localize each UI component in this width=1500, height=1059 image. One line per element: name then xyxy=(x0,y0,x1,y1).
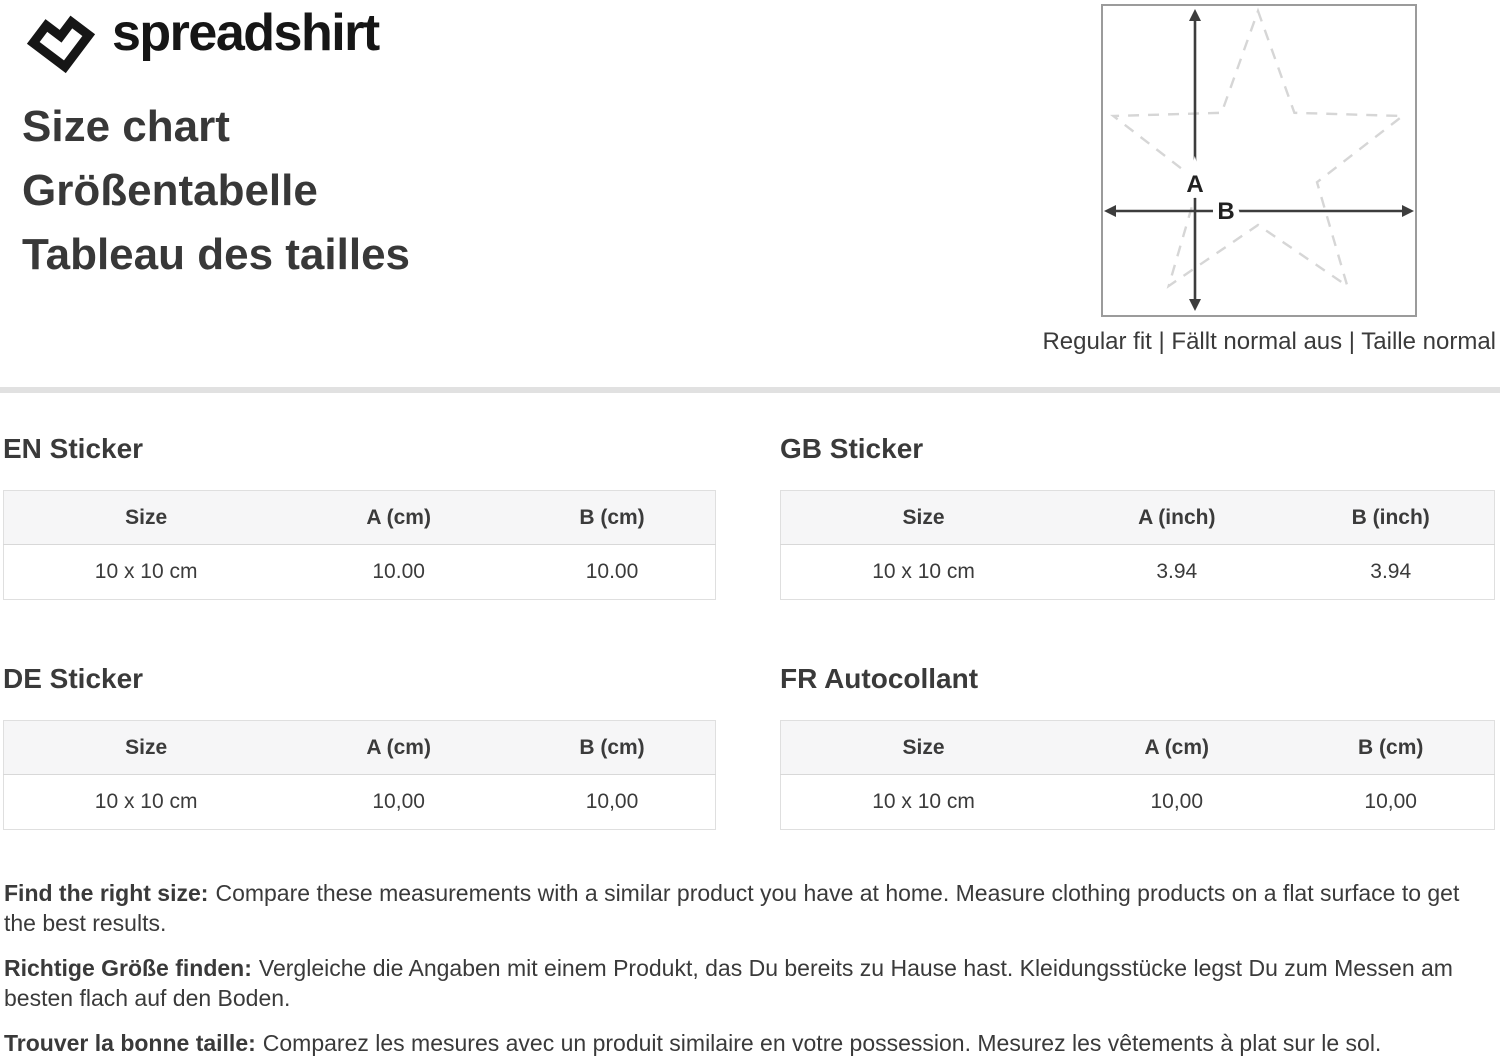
table-header-row xyxy=(4,491,716,545)
page-title xyxy=(22,95,410,287)
size-table-de xyxy=(3,662,716,830)
size-table-en xyxy=(3,432,716,600)
fit-note: Regular fit | Fällt normal aus | Taille normal xyxy=(1042,328,1496,355)
table-header-row xyxy=(781,721,1495,775)
size-table-fr xyxy=(780,662,1495,830)
diagram-frame xyxy=(1102,5,1416,316)
col-header-a: A (cm) xyxy=(1066,721,1287,775)
cell-a: 10,00 xyxy=(288,775,509,830)
spreadshirt-logo xyxy=(24,2,379,74)
instruction-de xyxy=(4,953,1496,1013)
table-row xyxy=(781,775,1495,830)
sticker-measure-diagram xyxy=(1100,3,1418,318)
table-row xyxy=(4,545,716,600)
instruction-fr-lead: Trouver la bonne taille: xyxy=(4,1030,256,1056)
cell-b: 3.94 xyxy=(1287,545,1494,600)
cell-a: 10,00 xyxy=(1066,775,1287,830)
title-en: Size chart xyxy=(22,102,230,151)
instruction-de-text: Vergleiche die Angaben mit einem Produkt, das Du bereits zu Hause hast. Kleidungsstücke legst Du zum Messen am besten flach auf den Boden. xyxy=(4,955,1453,1011)
col-header-a: A (cm) xyxy=(288,721,509,775)
title-fr: Tableau des tailles xyxy=(22,230,411,279)
measurement-diagram xyxy=(1100,3,1418,323)
table-heading-de: DE Sticker xyxy=(3,663,144,694)
instruction-en xyxy=(4,878,1496,938)
size-table xyxy=(3,720,716,830)
size-table xyxy=(780,720,1495,830)
cell-a: 10.00 xyxy=(288,545,509,600)
size-table xyxy=(780,490,1495,600)
cell-size: 10 x 10 cm xyxy=(781,545,1067,600)
measuring-instructions xyxy=(4,878,1496,1059)
cell-size: 10 x 10 cm xyxy=(781,775,1067,830)
col-header-b: B (cm) xyxy=(509,721,715,775)
table-row xyxy=(781,545,1495,600)
col-header-size: Size xyxy=(781,721,1067,775)
col-header-a: A (cm) xyxy=(288,491,509,545)
table-heading-en: EN Sticker xyxy=(3,433,144,464)
col-header-b: B (cm) xyxy=(509,491,715,545)
col-header-size: Size xyxy=(4,721,289,775)
instruction-fr-text: Comparez les mesures avec un produit similaire en votre possession. Mesurez les vêtements à plat sur le sol. xyxy=(262,1030,1382,1056)
instruction-en-text: Compare these measurements with a similar product you have at home. Measure clothing products on a flat surface to get the best results. xyxy=(4,880,1460,936)
cell-size: 10 x 10 cm xyxy=(4,545,289,600)
cell-b: 10,00 xyxy=(1287,775,1494,830)
col-header-b: B (cm) xyxy=(1287,721,1494,775)
table-header-row xyxy=(781,491,1495,545)
col-header-size: Size xyxy=(781,491,1067,545)
diagram-label-a: A xyxy=(1186,171,1204,198)
table-header-row xyxy=(4,721,716,775)
cell-size: 10 x 10 cm xyxy=(4,775,289,830)
cell-b: 10.00 xyxy=(509,545,715,600)
table-heading-fr: FR Autocollant xyxy=(780,663,979,694)
table-row xyxy=(4,775,716,830)
instruction-fr xyxy=(4,1028,1496,1058)
diagram-label-b: B xyxy=(1217,198,1235,225)
col-header-size: Size xyxy=(4,491,289,545)
size-table-gb xyxy=(780,432,1495,600)
instruction-en-lead: Find the right size: xyxy=(4,880,209,906)
size-table xyxy=(3,490,716,600)
col-header-a: A (inch) xyxy=(1066,491,1287,545)
cell-b: 10,00 xyxy=(509,775,715,830)
title-de: Größentabelle xyxy=(22,166,318,215)
col-header-b: B (inch) xyxy=(1287,491,1494,545)
table-heading-gb: GB Sticker xyxy=(780,433,924,464)
heart-icon xyxy=(19,0,102,79)
cell-a: 3.94 xyxy=(1066,545,1287,600)
instruction-de-lead: Richtige Größe finden: xyxy=(4,955,252,981)
section-divider xyxy=(0,387,1500,393)
logo-wordmark: spreadshirt xyxy=(112,4,379,62)
